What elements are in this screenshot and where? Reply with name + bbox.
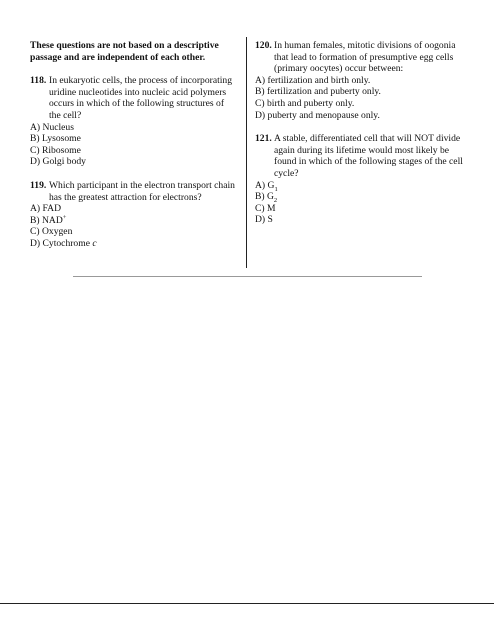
option-b[interactable] — [255, 191, 467, 203]
question-number: 120. — [255, 40, 272, 51]
question-number: 118. — [30, 75, 47, 87]
option-d[interactable]: D) S — [255, 214, 273, 226]
left-column — [30, 40, 238, 262]
superscript-plus: + — [62, 213, 67, 221]
option-c[interactable]: C) birth and puberty only. — [255, 97, 355, 109]
question-text: In eukaryotic cells, the process of incorporating uridine nucleotides into nucleic acid polymers occurs in which of the following structures of the cell? — [49, 75, 233, 121]
option-b-text: B) NAD — [30, 214, 63, 226]
section-rule — [73, 276, 422, 277]
section-intro: These questions are not based on a descriptive passage and are independent of each other. — [30, 40, 219, 63]
option-d-text: D) Cytochrome — [30, 237, 93, 249]
subscript-1: 1 — [274, 185, 278, 193]
question-text: A stable, differentiated cell that will NOT divide again during its lifetime would most likely be found in which of the following stages of the cell cycle? — [274, 133, 463, 179]
option-b-text: B) G — [255, 191, 274, 203]
footer-rule — [0, 603, 494, 604]
question-text: Which participant in the electron transport chain has the greatest attraction for electrons? — [49, 179, 235, 203]
option-d[interactable]: D) puberty and menopause only. — [255, 109, 380, 121]
option-a[interactable]: A) fertilization and birth only. — [255, 74, 371, 86]
italic-c: c — [92, 237, 97, 249]
option-a-text: A) G — [255, 179, 275, 191]
subscript-2: 2 — [273, 197, 278, 205]
option-d[interactable] — [30, 238, 238, 250]
question-119 — [30, 180, 238, 250]
option-a[interactable]: A) Nucleus — [30, 121, 74, 133]
option-c[interactable]: C) Oxygen — [30, 226, 73, 238]
option-a[interactable]: A) FAD — [30, 203, 62, 215]
option-c[interactable]: C) Ribosome — [30, 144, 81, 156]
option-b[interactable]: B) fertilization and puberty only. — [255, 86, 381, 98]
column-divider — [246, 37, 247, 268]
question-120 — [255, 40, 467, 121]
question-118 — [30, 75, 238, 168]
option-b[interactable]: B) Lysosome — [30, 133, 81, 145]
question-number: 119. — [30, 179, 47, 191]
question-121 — [255, 133, 467, 226]
option-d[interactable]: D) Golgi body — [30, 156, 86, 168]
option-c[interactable]: C) M — [255, 202, 276, 214]
right-column — [255, 40, 467, 238]
question-number: 121. — [255, 133, 272, 145]
option-a[interactable] — [255, 180, 467, 192]
option-b[interactable] — [30, 215, 238, 227]
question-text: In human females, mitotic divisions of oogonia that lead to formation of presumptive egg cells (primary oocytes) occur between: — [274, 40, 456, 75]
